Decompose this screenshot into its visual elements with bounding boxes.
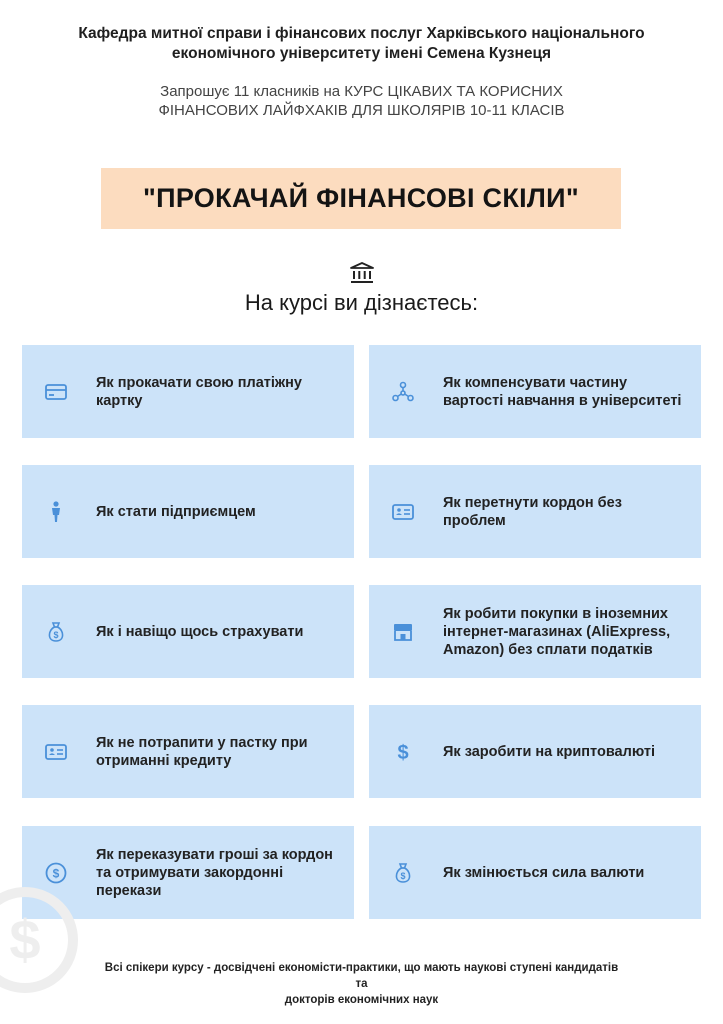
- header-line-1: Кафедра митної справи і фінансових послуг Харківського національного: [78, 25, 645, 42]
- network-icon: [391, 380, 415, 404]
- topic-text: Як змінюється сила валюти: [443, 864, 645, 881]
- topic-card-foreign-shopping: [369, 585, 701, 678]
- topic-text: Як компенсувати частину вартості навчання в університеті: [443, 374, 682, 409]
- invitation-line-1: Запрошує 11 класників на КУРС ЦІКАВИХ ТА КОРИСНИХ: [160, 83, 563, 100]
- topic-text: Як прокачати свою платіжну картку: [96, 374, 302, 409]
- bank-icon: [350, 262, 374, 284]
- topic-card-currency-power: [369, 826, 701, 919]
- topic-text: Як не потрапити у пастку при отриманні кредиту: [96, 734, 308, 769]
- svg-text:$: $: [400, 870, 406, 881]
- svg-text:$: $: [52, 866, 60, 880]
- topic-card-payment-card: [22, 345, 354, 438]
- topic-card-tuition: [369, 345, 701, 438]
- section-title: На курсі ви дізнаєтесь:: [244, 290, 479, 315]
- svg-text:$: $: [53, 629, 59, 640]
- topic-text: Як перетнути кордон без проблем: [443, 494, 622, 529]
- money-bag-icon: [44, 620, 68, 644]
- credit-card-icon: [44, 380, 68, 404]
- topic-text: Як робити покупки в іноземних інтернет-магазинах (AliExpress, Amazon) без сплати податків: [443, 605, 671, 658]
- topic-card-credit: [22, 705, 354, 798]
- topic-text: Як і навіщо щось страхувати: [96, 623, 304, 640]
- topic-text: Як заробити на криптовалюті: [443, 743, 655, 760]
- invitation-line-2: ФІНАНСОВИХ ЛАЙФХАКІВ ДЛЯ ШКОЛЯРІВ 10-11 КЛАСІВ: [158, 102, 565, 119]
- topic-card-entrepreneur: [22, 465, 354, 558]
- person-icon: [44, 500, 68, 524]
- topic-text: Як стати підприємцем: [96, 503, 256, 520]
- topic-card-insurance: [22, 585, 354, 678]
- invitation-text: [0, 82, 723, 120]
- dollar-coin-icon: [44, 861, 68, 885]
- speakers-note-line-2: докторів економічних наук: [284, 994, 439, 1006]
- header-line-2: економічного університету імені Семена Кузнеця: [171, 45, 552, 62]
- topic-card-border: [369, 465, 701, 558]
- id-card-icon: [44, 740, 68, 764]
- store-icon: [391, 620, 415, 644]
- speakers-note: [100, 960, 623, 1008]
- svg-text:$: $: [9, 908, 41, 971]
- topic-card-crypto: [369, 705, 701, 798]
- course-title-banner: "ПРОКАЧАЙ ФІНАНСОВІ СКІЛИ": [101, 168, 621, 229]
- topic-text: Як переказувати гроші за кордон та отримувати закордонні перекази: [96, 846, 333, 899]
- svg-text:$: $: [397, 741, 409, 764]
- department-header: [0, 24, 723, 64]
- id-card-icon: [391, 500, 415, 524]
- speakers-note-line-1: Всі спікери курсу - досвідчені економісти-практики, що мають наукові ступені кандидатів та: [104, 962, 619, 990]
- money-bag-icon: [391, 861, 415, 885]
- dollar-watermark-icon: [0, 885, 80, 995]
- dollar-icon: [391, 740, 415, 764]
